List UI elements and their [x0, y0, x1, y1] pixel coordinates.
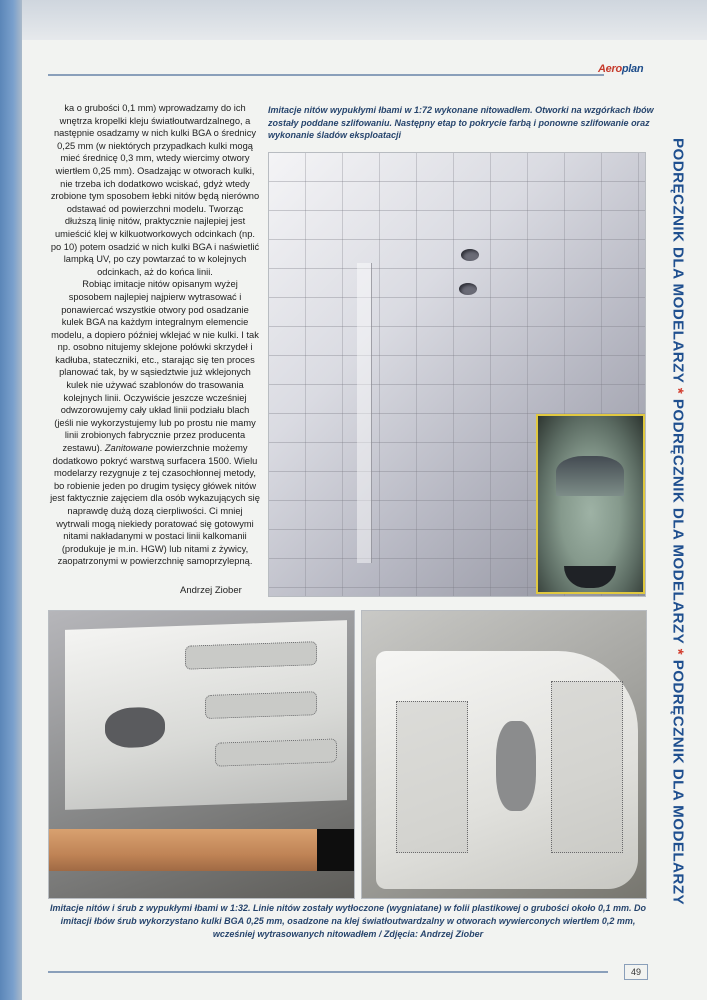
- caption-top-photo: Imitacje nitów wypukłymi łbami w 1:72 wykonane nitowadłem. Otworki na wzgórkach łbów zostały poddane szlifowaniu. Następny etap to pokrycie farbą i ponowne szlifowanie oraz wykonanie śladów eksploatacji: [268, 105, 654, 140]
- plastic-plate: [376, 651, 638, 889]
- article-author: Andrzej Ziober: [180, 585, 242, 596]
- article-paragraph-2b: powierzchnie możemy dodatkowo pokryć warstwą surfacera 1500. Wielu modelarzy rezygnuje z tej czasochłonnej metody, bo robienie jeden po drugim tysięcy główek nitów jest faktycznie zajęciem dla osób wykazujących się naprawdę dużą dozą cierpliwości. Ci mniej wytrwali mogą niekiedy poratować się gotowymi nitami nakładanymi w postaci linii kalkomanii (produkuje je m.in. HGW) lub nitami z żywicy, zaopatrzonymi w powierzchnię samoprzylepną.: [50, 443, 260, 567]
- article-paragraph-2a: Robiąc imitacje nitów opisanym wyżej sposobem najlepiej najpierw wytrasować i ponawiercać wszystkie otwory pod osadzanie kulek BGA na każdym integralnym elemencie modelu, a dopiero później wklejać w nie kulki. I tak np. osobno nitujemy sklejone połówki skrzydeł i kadłuba, stateczniki, etc., starając się ten proces planować tak, by w sąsiedztwie już wklejonych kulek nie używać szablonów do trasowania kolejnych linii. Oczywiście jeszcze wcześniej odwzorowujemy cały układ linii podziału blach (jeśli nie wykorzystujemy lub po prostu nie mamy linii zrobionych fabrycznie przez producenta zestawu).: [51, 279, 259, 454]
- ruler-end-black: [317, 829, 354, 871]
- footer-rule: [48, 971, 608, 973]
- rivet-slot: [205, 691, 317, 719]
- article-paragraph-2: [50, 278, 260, 568]
- inset-dark-panel: [556, 456, 624, 496]
- photo-inset-tail: [536, 414, 645, 594]
- side-banner-star-2: *: [669, 648, 687, 655]
- page-number: 49: [624, 964, 648, 980]
- wooden-ruler: [49, 829, 354, 871]
- rivet-slot: [215, 738, 337, 766]
- rivet-hole-lower: [459, 283, 477, 295]
- rivet-panel: [396, 701, 468, 853]
- rivet-panel: [551, 681, 623, 853]
- side-banner-star-1: *: [669, 387, 687, 394]
- logo-part-aero: Aero: [598, 63, 622, 75]
- scan-top-margin: [22, 0, 707, 40]
- plastic-plate: [65, 620, 347, 810]
- side-banner-text-2: PODRĘCZNIK DLA MODELARZY: [669, 398, 687, 644]
- header-rule: [48, 74, 604, 76]
- side-banner: [663, 96, 693, 946]
- side-banner-text-1: PODRĘCZNIK DLA MODELARZY: [669, 137, 687, 383]
- article-emphasis: Zanitowane: [104, 443, 153, 454]
- photo-rivets-1-32-right: [361, 610, 647, 899]
- rivet-slot: [185, 641, 317, 670]
- rivet-hole-upper: [461, 249, 479, 261]
- caption-bottom-photos: Imitacje nitów i śrub z wypukłymi łbami w 1:32. Linie nitów zostały wytłoczone (wygniatane) w folii plastikowej o grubości około 0,1 mm. Do imitacji łbów śrub wykorzystano kulki BGA 0,25 mm, osadzone na klej światłoutwardzalny w otworach wywierconych wiertłem 0,2 mm, wcześniej wytrasowanych nitowadłem / Zdjęcia: Andrzej Ziober: [49, 903, 647, 940]
- article-paragraph-1: ka o grubości 0,1 mm) wprowadzamy do ich wnętrza kropelki kleju światłoutwardzalnego, a następnie osadzamy w nich kulki BGA o średnicy 0,25 mm (w niektórych przypadkach kulki mogą mieć średnicę 0,3 mm, wtedy wiercimy otwory wiertłem 0,25 mm). Osadzając w otworach kulki, nie trzeba ich dodatkowo wciskać, gdyż wtedy zrobione tym sposobem łebki nitów będą nierówno odstawać od powierzchni modelu. Tworząc dłuższą linię nitów, praktycznie najlepiej jest umieścić klej w kilkuotworkowych odcinkach (np. po 10) potem osadzić w nich kulki BGA i naświetlić lampką UV, po czy powtarzać to w kolejnych odcinkach, aż do końca linii.: [50, 103, 260, 277]
- logo-part-plan: plan: [621, 63, 644, 75]
- plate-opening: [105, 706, 165, 748]
- side-banner-text-3: PODRĘCZNIK DLA MODELARZY: [669, 659, 687, 905]
- photo-rivets-1-32-left: [48, 610, 355, 899]
- article-column: [50, 102, 260, 568]
- binding-edge: [0, 0, 22, 1000]
- panel-strip: [357, 263, 372, 563]
- magazine-logo: [598, 63, 643, 75]
- plate-opening: [496, 721, 536, 811]
- inset-tail-tip: [564, 566, 616, 588]
